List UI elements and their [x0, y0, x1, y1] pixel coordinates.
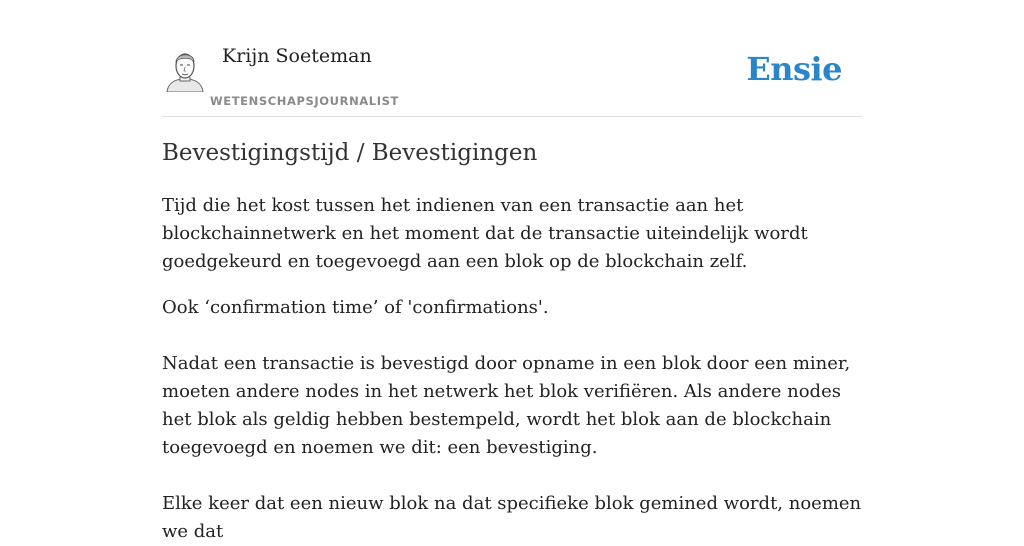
- paragraph: Elke keer dat een nieuw blok na dat specifieke blok gemined wordt, noemen we dat: [162, 493, 862, 542]
- author-header: [162, 0, 862, 117]
- avatar[interactable]: [162, 46, 208, 92]
- paragraph: Tijd die het kost tussen het indienen van een transactie aan het blockchainnetwerk en het moment dat de transactie uiteindelijk wordt goedgekeurd en toegevoegd aan een blok op de blockchain zelf.: [162, 195, 808, 272]
- article-title: Bevestigingstijd / Bevestigingen: [162, 140, 538, 166]
- brand-logo[interactable]: Ensie: [746, 50, 842, 88]
- author-role: WETENSCHAPSJOURNALIST: [210, 94, 399, 108]
- paragraph: Nadat een transactie is bevestigd door opname in een blok door een miner, moeten andere nodes in het netwerk het blok verifiëren. Als andere nodes het blok als geldig hebben bestempeld, wordt het blok aan de blockchain toegevoegd en noemen we dit: een bevestiging.: [162, 353, 851, 458]
- article-body: [162, 192, 862, 546]
- article-card: [162, 0, 862, 542]
- paragraph: Ook ‘confirmation time’ of 'confirmations'.: [162, 297, 549, 318]
- author-name[interactable]: Krijn Soeteman: [222, 45, 372, 67]
- person-portrait-sketch-icon: [162, 46, 208, 92]
